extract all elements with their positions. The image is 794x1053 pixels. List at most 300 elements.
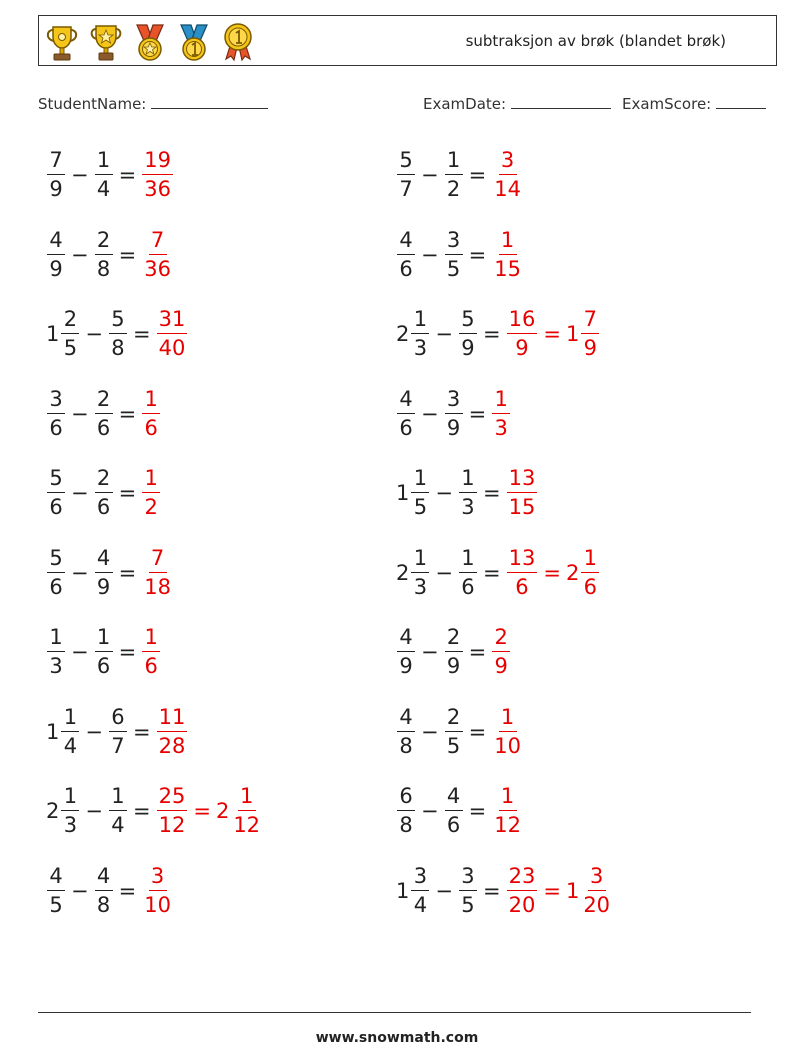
answer-mixed-fraction [581,309,599,359]
numerator: 7 [149,548,167,573]
numerator: 13 [507,468,538,493]
student-name-field[interactable] [38,93,268,113]
denominator: 15 [508,495,536,519]
subtrahend-fraction [445,786,463,836]
equals-sign: = [468,640,487,664]
minuend-fraction [411,468,429,518]
minuend-fraction [397,786,415,836]
denominator: 20 [583,892,611,917]
denominator: 6 [461,574,475,599]
answer [491,704,524,758]
equals-sign: = [118,878,137,903]
denominator: 40 [158,336,186,360]
numerator: 3 [149,866,167,891]
numerator: 5 [109,309,127,334]
trophy-icon [43,21,81,63]
numerator: 4 [397,230,415,255]
minuend-whole: 1 [396,878,410,903]
numerator: 11 [157,707,188,732]
numerator: 1 [142,627,160,652]
denominator: 12 [494,813,521,837]
problem-item [46,379,161,449]
numerator: 2 [95,389,113,414]
denominator: 3 [413,574,428,599]
subtrahend-fraction [459,468,477,518]
numerator: 16 [507,309,538,334]
numerator: 1 [459,548,477,573]
denominator: 5 [446,256,461,281]
numerator: 1 [499,230,517,255]
denominator: 2 [446,177,461,201]
equals-sign: = [482,560,501,585]
denominator: 6 [96,495,111,519]
numerator: 4 [95,548,113,573]
answer-fraction [142,150,173,200]
denominator: 7 [111,733,125,758]
numerator: 7 [47,150,65,175]
exam-score-line[interactable] [716,93,766,109]
answer-fraction [492,386,510,440]
minuend-fraction [47,545,65,599]
answer [506,468,539,518]
award-icons [43,21,257,63]
answer-fraction [142,627,160,677]
minus-sign: − [71,560,89,585]
subtrahend-fraction [95,468,113,518]
problem-item [46,299,188,369]
minuend-fraction [411,309,429,359]
denominator: 7 [399,177,413,201]
numerator: 1 [61,707,79,732]
minus-sign: − [421,401,439,426]
answer-fraction [492,150,523,200]
minus-sign: − [435,481,453,505]
minuend-fraction [47,150,65,200]
answer-fraction [492,627,510,677]
denominator: 4 [413,892,428,917]
problem-item [396,379,511,449]
minus-sign: − [71,163,89,187]
denominator: 12 [233,813,261,837]
minus-sign: − [435,560,453,585]
exam-score-field[interactable] [622,93,766,113]
answer [141,863,174,917]
denominator: 3 [49,654,63,678]
denominator: 6 [144,654,158,678]
numerator: 1 [411,468,429,493]
minuend-fraction [47,386,65,440]
denominator: 6 [399,415,413,440]
answer-fraction [492,786,523,836]
denominator: 28 [158,733,186,758]
denominator: 6 [446,813,461,837]
medal-star-icon [131,21,169,63]
problem-item [46,856,174,926]
header-box [38,15,777,66]
problem-item [46,220,174,290]
equals-sign: = [468,163,487,187]
equals-sign: = [118,242,137,267]
subtrahend-fraction [95,863,113,917]
denominator: 6 [96,415,111,440]
answer [141,150,174,200]
problem-item [396,538,600,608]
answer [156,704,189,758]
minuend-fraction [47,627,65,677]
exam-date-field[interactable] [423,93,611,113]
answer-fraction [142,863,173,917]
numerator: 1 [109,786,127,811]
equals-sign: = [132,799,151,823]
minus-sign: − [421,719,439,744]
numerator: 3 [47,389,65,414]
answer-fraction [157,786,188,836]
equals-sign: = [468,401,487,426]
answer-fraction [492,227,523,281]
subtrahend-fraction [109,704,127,758]
numerator: 1 [411,309,429,334]
subtrahend-fraction [95,545,113,599]
numerator: 4 [397,707,415,732]
answer-mixed-fraction [581,545,599,599]
denominator: 3 [413,336,428,360]
numerator: 1 [581,548,599,573]
student-name-line[interactable] [151,93,268,109]
subtrahend-fraction [445,627,463,677]
trophy-star-icon [87,21,125,63]
minus-sign: − [421,640,439,664]
numerator: 6 [109,707,127,732]
rosette-first-icon [219,21,257,63]
subtrahend-fraction [95,386,113,440]
denominator: 8 [399,813,413,837]
subtrahend-fraction [445,386,463,440]
numerator: 4 [397,627,415,652]
denominator: 9 [49,177,63,201]
minus-sign: − [421,163,439,187]
numerator: 1 [142,389,160,414]
equals-sign: = [193,799,211,823]
minuend-whole: 2 [396,560,410,585]
numerator: 7 [581,309,599,334]
numerator: 3 [445,389,463,414]
denominator: 6 [399,256,413,281]
equals-sign: = [468,719,487,744]
numerator: 31 [157,309,188,334]
equals-sign: = [118,481,137,505]
minuend-whole: 1 [46,719,60,744]
answer [506,545,601,599]
numerator: 2 [445,707,463,732]
numerator: 5 [47,548,65,573]
answer-mixed-whole: 1 [565,878,580,903]
denominator: 18 [144,574,171,599]
numerator: 2 [95,230,113,255]
answer [156,786,263,836]
equals-sign: = [468,242,487,267]
numerator: 4 [47,230,65,255]
denominator: 3 [494,415,508,440]
subtrahend-fraction [95,150,113,200]
answer [156,309,189,359]
minus-sign: − [421,799,439,823]
equals-sign: = [118,163,137,187]
answer-mixed-whole: 1 [565,322,580,346]
answer [491,227,524,281]
numerator: 3 [588,866,606,891]
problem-item [396,458,538,528]
denominator: 6 [49,574,63,599]
minuend-whole: 2 [396,322,410,346]
answer-fraction [507,468,538,518]
denominator: 4 [96,177,111,201]
numerator: 5 [47,468,65,493]
numerator: 1 [459,468,477,493]
denominator: 9 [461,336,475,360]
exam-score-label: ExamScore: [622,95,712,113]
answer [506,863,613,917]
denominator: 9 [49,256,63,281]
equals-sign: = [482,878,501,903]
answer [491,627,511,677]
answer-fraction [157,704,188,758]
numerator: 2 [492,627,510,652]
answer-fraction [142,545,173,599]
numerator: 5 [459,309,477,334]
denominator: 10 [494,733,521,758]
answer-fraction [507,863,538,917]
denominator: 8 [96,256,111,281]
numerator: 1 [238,786,256,811]
denominator: 3 [461,495,475,519]
equals-sign: = [132,322,151,346]
answer [491,786,524,836]
answer [141,386,161,440]
equals-sign: = [468,799,487,823]
denominator: 3 [63,813,78,837]
minuend-fraction [397,227,415,281]
medal-first-icon [175,21,213,63]
numerator: 6 [397,786,415,811]
denominator: 12 [158,813,186,837]
subtrahend-fraction [95,627,113,677]
subtrahend-fraction [459,863,477,917]
denominator: 4 [63,733,78,758]
problem-item [46,617,161,687]
denominator: 15 [494,256,521,281]
numerator: 1 [142,468,160,493]
numerator: 4 [95,866,113,891]
denominator: 9 [399,654,413,678]
equals-sign: = [543,322,561,346]
exam-date-line[interactable] [511,93,611,109]
footer-divider [38,1012,751,1013]
subtrahend-fraction [95,227,113,281]
numerator: 2 [61,309,79,334]
denominator: 8 [399,733,413,758]
numerator: 3 [411,866,429,891]
minuend-fraction [61,704,79,758]
problem-item [46,697,188,767]
minuend-fraction [47,468,65,518]
equals-sign: = [543,878,561,903]
student-name-label: StudentName: [38,95,147,113]
numerator: 13 [507,548,538,573]
numerator: 3 [499,150,517,175]
subtrahend-fraction [459,309,477,359]
denominator: 6 [515,574,529,599]
numerator: 1 [61,786,79,811]
problem-item [396,856,613,926]
minus-sign: − [71,481,89,505]
denominator: 36 [144,177,171,201]
answer-fraction [492,704,523,758]
denominator: 6 [49,495,63,519]
answer [491,150,524,200]
minuend-fraction [47,863,65,917]
denominator: 9 [446,654,461,678]
minuend-fraction [47,227,65,281]
denominator: 6 [96,654,111,678]
answer-mixed-whole: 2 [215,799,230,823]
answer [141,627,161,677]
equals-sign: = [132,719,151,744]
problem-item [396,299,600,369]
minuend-fraction [411,863,429,917]
numerator: 5 [397,150,415,175]
minuend-fraction [397,150,415,200]
answer-fraction [157,309,188,359]
minuend-fraction [397,627,415,677]
exam-date-label: ExamDate: [423,95,507,113]
minuend-whole: 2 [46,799,60,823]
minus-sign: − [71,878,89,903]
denominator: 9 [515,336,529,360]
problem-item [46,776,263,846]
numerator: 1 [47,627,65,652]
numerator: 1 [492,389,510,414]
numerator: 1 [411,548,429,573]
problem-item [396,617,511,687]
minus-sign: − [421,242,439,267]
denominator: 6 [49,415,63,440]
denominator: 10 [144,892,171,917]
footer-url[interactable]: www.snowmath.com [315,1030,479,1046]
numerator: 1 [95,150,113,175]
answer-fraction [507,309,538,359]
minuend-fraction [61,309,79,359]
numerator: 19 [142,150,173,175]
numerator: 25 [157,786,188,811]
denominator: 5 [63,336,78,360]
denominator: 8 [111,336,125,360]
equals-sign: = [543,560,561,585]
worksheet-title: subtraksjon av brøk (blandet brøk) [465,32,726,50]
subtrahend-fraction [445,227,463,281]
numerator: 23 [507,866,538,891]
equals-sign: = [118,640,137,664]
answer-mixed-fraction [581,863,612,917]
minuend-whole: 1 [396,481,410,505]
denominator: 5 [446,733,461,758]
problem-item [46,458,161,528]
minuend-fraction [61,786,79,836]
minuend-fraction [397,704,415,758]
problem-item [396,776,524,846]
denominator: 9 [446,415,461,440]
problem-item [396,220,524,290]
equals-sign: = [482,322,501,346]
answer [141,545,174,599]
denominator: 4 [111,813,125,837]
denominator: 9 [494,654,508,678]
numerator: 4 [445,786,463,811]
subtrahend-fraction [445,150,463,200]
answer-mixed-whole: 2 [565,560,580,585]
numerator: 1 [95,627,113,652]
denominator: 9 [96,574,111,599]
minuend-fraction [397,386,415,440]
subtrahend-fraction [109,786,127,836]
problem-item [396,697,524,767]
numerator: 2 [95,468,113,493]
equals-sign: = [118,560,137,585]
problem-item [46,538,174,608]
denominator: 5 [413,495,428,519]
answer [141,227,174,281]
answer-fraction [142,386,160,440]
minus-sign: − [435,322,453,346]
numerator: 4 [397,389,415,414]
problem-item [396,140,524,210]
numerator: 7 [149,230,167,255]
denominator: 5 [461,892,475,917]
denominator: 20 [508,892,536,917]
answer-fraction [507,545,538,599]
numerator: 1 [499,707,517,732]
equals-sign: = [482,481,501,505]
problem-item [46,140,174,210]
equals-sign: = [118,401,137,426]
denominator: 36 [144,256,171,281]
numerator: 4 [47,866,65,891]
minus-sign: − [71,640,89,664]
minuend-whole: 1 [46,322,60,346]
minus-sign: − [435,878,453,903]
answer [506,309,601,359]
subtrahend-fraction [445,704,463,758]
subtrahend-fraction [109,309,127,359]
minuend-fraction [411,545,429,599]
denominator: 6 [583,574,597,599]
minus-sign: − [85,799,103,823]
minus-sign: − [71,242,89,267]
numerator: 1 [499,786,517,811]
answer [491,386,511,440]
denominator: 2 [144,495,158,519]
minus-sign: − [71,401,89,426]
numerator: 3 [459,866,477,891]
denominator: 5 [49,892,63,917]
answer [141,468,161,518]
numerator: 2 [445,627,463,652]
minus-sign: − [85,719,103,744]
minus-sign: − [85,322,103,346]
subtrahend-fraction [459,545,477,599]
answer-fraction [142,468,160,518]
answer-mixed-fraction [231,786,262,836]
denominator: 8 [96,892,111,917]
